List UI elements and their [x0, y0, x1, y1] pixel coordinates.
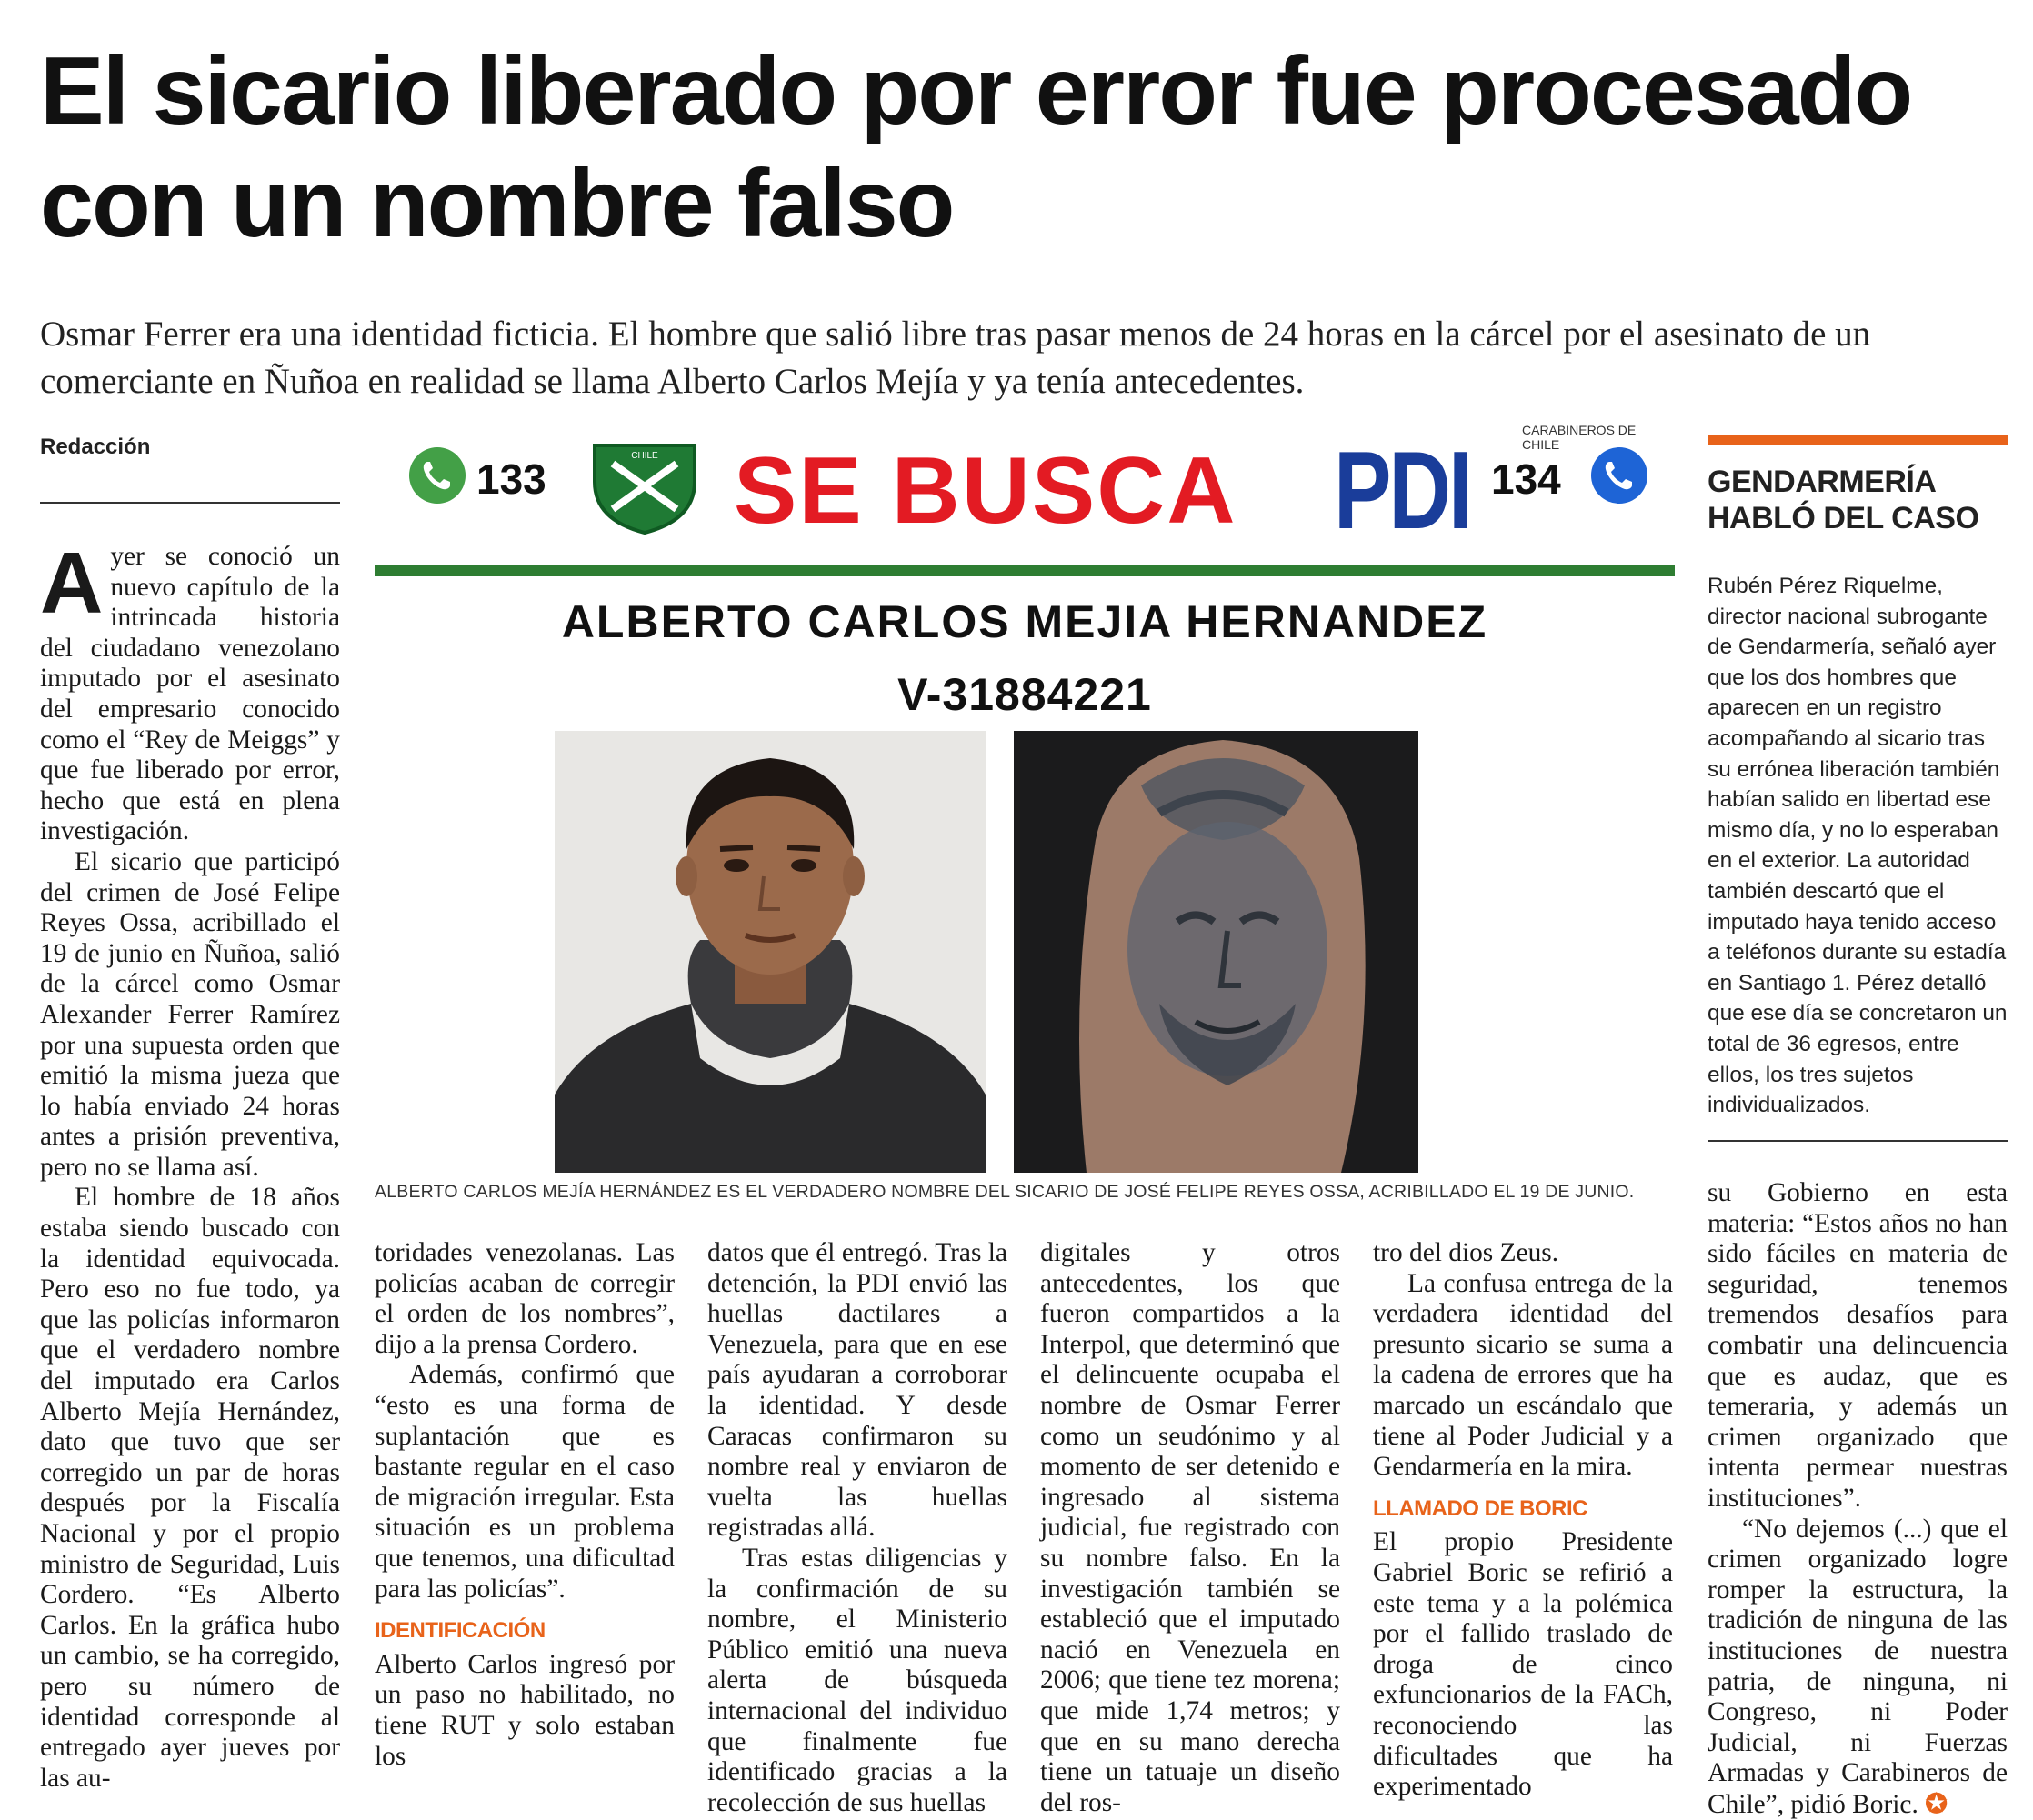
- end-mark-icon: ✪: [1925, 1788, 1948, 1819]
- svg-text:CHILE: CHILE: [631, 451, 658, 461]
- paragraph-2: El sicario que participó del crimen de José Felipe Reyes Ossa, acribillado el 19 de junio en Ñuñoa, salió de la cárcel como Osmar Alexander Ferrer Ramírez por una supuesta orden que emitió la misma jueza que lo había enviado 24 horas antes a prisión preventiva, pero no se llama así.: [40, 846, 340, 1182]
- phone-icon: [409, 447, 466, 504]
- headline: El sicario liberado por error fue procesado con un nombre falso: [40, 37, 1912, 257]
- paragraph-1: Ayer se conoció un nuevo capítulo de la intrincada historia del ciudadano venezolano imputado por el asesinato del empresario conocido como el “Rey de Meiggs” y que fue liberado por error, hecho que está en plena investigación.: [40, 535, 340, 846]
- sidebar-title: GENDARMERÍA HABLÓ DEL CASO: [1708, 465, 1979, 535]
- portrait-photo: [555, 731, 986, 1173]
- paragraph: Alberto Carlos ingresó por un paso no habilitado, no tiene RUT y solo estaban los: [375, 1649, 675, 1771]
- pdi-logo: PDI: [1334, 428, 1470, 552]
- article-column-5: [1373, 1238, 1673, 1803]
- phone-number-left: 133: [476, 455, 546, 503]
- drop-cap: A: [40, 535, 104, 632]
- paragraph: “No dejemos (...) que el crimen organizado logre romper la estructura, la tradición de ninguna de las instituciones de nuestra patria, de ninguna, ni Congreso, ni Poder Judicial, ni Fuerzas Armadas y Carabineros de Chile”, pidió Boric. ✪: [1708, 1514, 2008, 1819]
- paragraph: digitales y otros antecedentes, los que fueron compartidos a la Interpol, que determinó que el delincuente ocupaba el nombre de Osmar Ferrer como un seudónimo y al momento de ser detenido e ingresado al sistema judicial, fue registrado con su nombre falso. En la investigación también se estableció que el imputado nació en Venezuela en 2006; que tiene tez morena; que mide 1,74 metros; y que en su mano derecha tiene un tatuaje un diseño del ros-: [1040, 1238, 1340, 1817]
- deck: Osmar Ferrer era una identidad ficticia. El hombre que salió libre tras pasar menos de 24 horas en la cárcel por el asesinato de un comerciante en Ñuñoa en realidad se llama Alberto Carlos Mejía y ya tenía antecedentes.: [40, 315, 1871, 401]
- subhead-llamado-de-boric: LLAMADO DE BORIC: [1373, 1495, 1587, 1521]
- paragraph: datos que él entregó. Tras la detención, la PDI envió las huellas dactilares a Venezuela, para que en ese país ayudaran a corroborar la identidad. Y desde Caracas confirmaron su nombre real y enviaron de vuelta las huellas registradas allá.: [707, 1238, 1007, 1543]
- byline: Redacción: [40, 435, 151, 459]
- phone-icon: [1591, 447, 1647, 504]
- poster-green-bar: [375, 565, 1675, 576]
- paragraph: Además, confirmó que “esto es una forma de suplantación que es bastante regular en el caso de migración irregular. Esta situación es un problema que tenemos, una dificultad para las policías”.: [375, 1360, 675, 1604]
- article-column-2: [375, 1238, 675, 1772]
- phone-number-right: 134: [1491, 455, 1561, 503]
- hand-tattoo-photo: [1014, 731, 1418, 1173]
- article-column-3: [707, 1238, 1007, 1818]
- article-column-1: [40, 535, 340, 1794]
- paragraph: tro del dios Zeus.: [1373, 1238, 1559, 1267]
- paragraph: Tras estas diligencias y la confirmación de su nombre, el Ministerio Público emitió una nueva alerta de búsqueda internacional del individuo que finalmente fue identificado gracias a la recolección de sus huellas: [707, 1543, 1007, 1817]
- sidebar-accent-bar: [1708, 435, 2008, 445]
- paragraph: La confusa entrega de la verdadera identidad del presunto sicario se suma a la cadena de errores que ha marcado un escándalo que tiene al Poder Judicial y a Gendarmería en la mira.: [1373, 1268, 1673, 1482]
- paragraph-3: El hombre de 18 años estaba siendo buscado con la identidad equivocada. Pero eso no fue todo, ya que las policías informaron que el verdadero nombre del imputado era Carlos Alberto Mejía Hernández, dato que tuvo que ser corregido un par de horas después por la Fiscalía Nacional y por el propio ministro de Seguridad, Luis Cordero. “Es Alberto Carlos. En la gráfica hubo un cambio, se ha corregido, pero su número de identidad corresponde al entregado ayer jueves por las au-: [40, 1183, 340, 1793]
- carabineros-badge-icon: [586, 436, 704, 536]
- wanted-id-number: V-31884221: [897, 669, 1152, 720]
- article-column-6: [1708, 1178, 2008, 1820]
- sidebar-rule: [1708, 1140, 2008, 1142]
- article-column-4: [1040, 1238, 1340, 1818]
- sidebar-text: Rubén Pérez Riquelme, director nacional subrogante de Gendarmería, señaló ayer que los dos hombres que aparecen en un registro acompañando al sicario tras su errónea liberación también habían salido en libertad ese mismo día, y no lo esperaban en el exterior. La autoridad también descartó que el imputado haya tenido acceso a teléfonos durante su estadía en Santiago 1. Pérez detalló que ese día se concretaron un total de 36 egresos, entre ellos, los tres sujetos individualizados.: [1708, 574, 2008, 1118]
- photo-caption: ALBERTO CARLOS MEJÍA HERNÁNDEZ ES EL VERDADERO NOMBRE DEL SICARIO DE JOSÉ FELIPE REYES OSSA, ACRIBILLADO EL 19 DE JUNIO.: [375, 1182, 1635, 1202]
- carabineros-label: CARABINEROS DE CHILE: [1522, 423, 1637, 452]
- subhead-identificacion: IDENTIFICACIÓN: [375, 1618, 546, 1644]
- paragraph: su Gobierno en esta materia: “Estos años no han sido fáciles en materia de seguridad, tenemos tremendos desafíos para combatir una delincuencia que es audaz, que es temeraria, y además un crimen organizado que intenta permear nuestras instituciones”.: [1708, 1178, 2008, 1513]
- wanted-name: ALBERTO CARLOS MEJIA HERNANDEZ: [561, 596, 1488, 647]
- paragraph: toridades venezolanas. Las policías acaban de corregir el orden de los nombres”, dijo a la prensa Cordero.: [375, 1238, 675, 1359]
- wanted-poster: [375, 418, 1675, 1173]
- paragraph: El propio Presidente Gabriel Boric se refirió a este tema y a la polémica por el fallido traslado de droga de cinco exfuncionarios de la FACh, reconociendo las dificultades que ha experimentado: [1373, 1527, 1673, 1802]
- byline-rule: [40, 502, 340, 504]
- se-busca-title: SE BUSCA: [734, 438, 1237, 544]
